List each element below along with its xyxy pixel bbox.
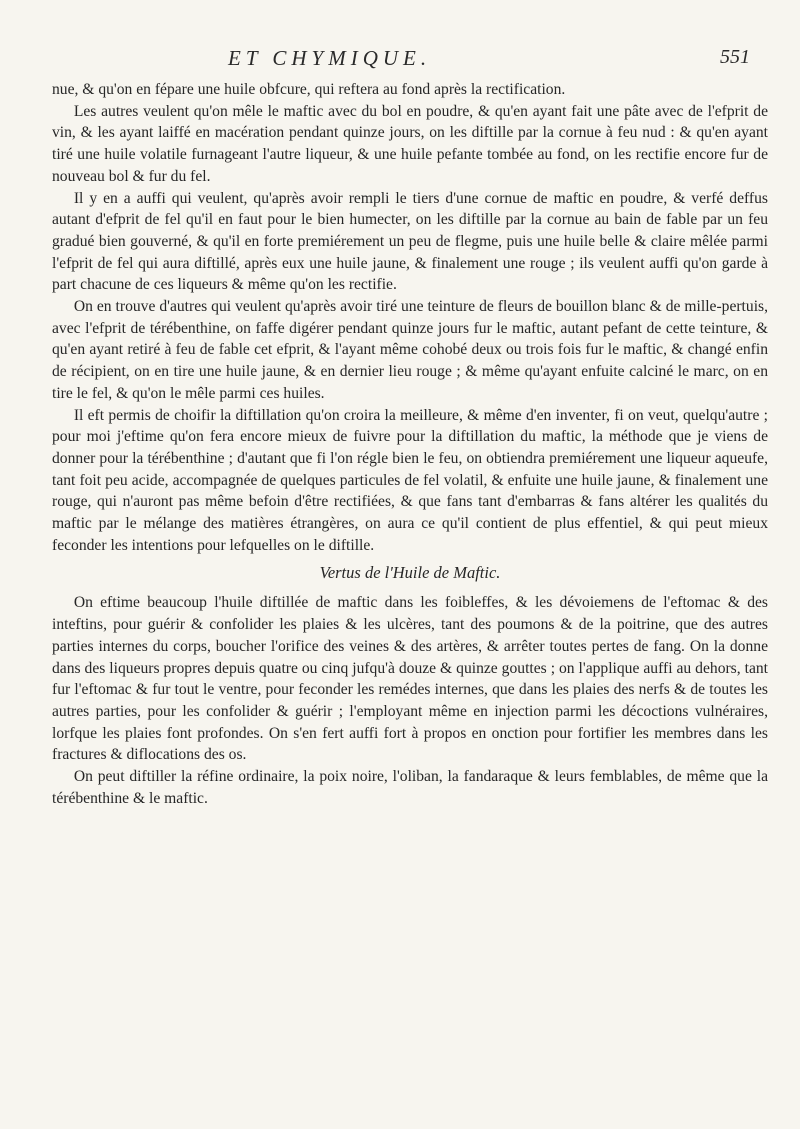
body-text xyxy=(52,79,768,810)
paragraph: Les autres veulent qu'on mêle le maftic avec du bol en poudre, & qu'en ayant fait une pâte avec de l'efprit de vin, & les ayant laiffé en macération pendant quinze jours, on les diftille par la cornue à feu nud : & qu'en ayant tiré une huile volatile furnageant l'autre liqueur, & une huile pefante tombée au fond, on les rectifie encore fur de nouveau bol & fur du fel. xyxy=(52,102,768,185)
paragraph: Il y en a auffi qui veulent, qu'après avoir rempli le tiers d'une cornue de maftic en poudre, & verfé deffus autant d'efprit de fel qu'il en faut pour le bien humecter, on les diftille par la cornue au bain de fable par un feu gradué bien gouverné, & qu'il en forte premiérement un peu de flegme, puis une huile belle & claire mêlée parmi l'efprit de fel qui aura diftillé, après eux une huile jaune, & finalement une rouge ; ils veulent auffi qu'on garde à part chacune de ces liqueurs & même qu'on les rectifie. xyxy=(52,189,768,294)
paragraph: On peut diftiller la réfine ordinaire, la poix noire, l'oliban, la fandaraque & leurs femblables, de même que la térébenthine & le maftic. xyxy=(52,768,768,807)
paragraph: On eftime beaucoup l'huile diftillée de maftic dans les foibleffes, & les dévoiemens de l'eftomac & des inteftins, pour guérir & confolider les plaies & les ulcères, tant des poumons & de la poitrine, que des autres parties internes du corps, boucher l'orifice des veines & des artères, & arrêter toutes pertes de fang. On la donne dans des liqueurs propres depuis quatre ou cinq jufqu'à douze & quinze gouttes ; on l'applique auffi au dehors, tant fur l'eftomac & fur tout le ventre, pour feconder les remédes internes, que dans les plaies des nerfs & de toutes les autres parties, pour les confolider & guérir ; l'employant même en injection parmi les décoctions vulnéraires, lorfque les plaies font profondes. On s'en fert auffi fort à propos en onction pour fortifier les membres dans les fractures & diflocations des os. xyxy=(52,594,768,764)
section-heading: Vertus de l'Huile de Maftic. xyxy=(319,563,501,583)
running-title: ET CHYMIQUE. xyxy=(228,46,432,70)
paragraph: On en trouve d'autres qui veulent qu'après avoir tiré une teinture de fleurs de bouillon blanc & de mille-pertuis, avec l'efprit de térébenthine, on faffe digérer pendant quinze jours fur le maftic, autant pefant de cette teinture, & qu'en ayant retiré à feu de fable cet efprit, & l'ayant même cohobé deux ou trois fois fur le maftic, & changé enfin de récipient, on en tire une huile jaune, & en dernier lieu rouge ; & même qu'ayant enfuite calciné le marc, on en tire le fel, & qu'on le mêle parmi ces huiles. xyxy=(52,298,768,402)
paragraph-continuation: nue, & qu'on en fépare une huile obfcure, qui reftera au fond après la rectification. xyxy=(52,81,566,98)
paragraph: Il eft permis de choifir la diftillation qu'on croira la meilleure, & même d'en inventer, fi on veut, quelqu'autre ; pour moi j'eftime qu'on fera encore mieux de fuivre pour la diftillation du maftic, la méthode que je viens de donner pour la térébenthine ; d'autant que fi l'on régle bien le feu, on obtiendra premiérement une liqueur aqueufe, tant foit peu acide, accompagnée de quelques particules de fel volatil, & enfuite une huile jaune, & finalement une rouge, qui n'auront pas même befoin d'être rectifiées, & que fans tant d'embarras & fans altérer les qualités du maftic par le mélange des matières étrangères, on aura ce qu'il contient de plus effentiel, & qui peut mieux feconder les intentions pour lefquelles on le diftille. xyxy=(52,406,768,554)
page-number: 551 xyxy=(720,46,750,68)
page-header xyxy=(0,46,800,76)
